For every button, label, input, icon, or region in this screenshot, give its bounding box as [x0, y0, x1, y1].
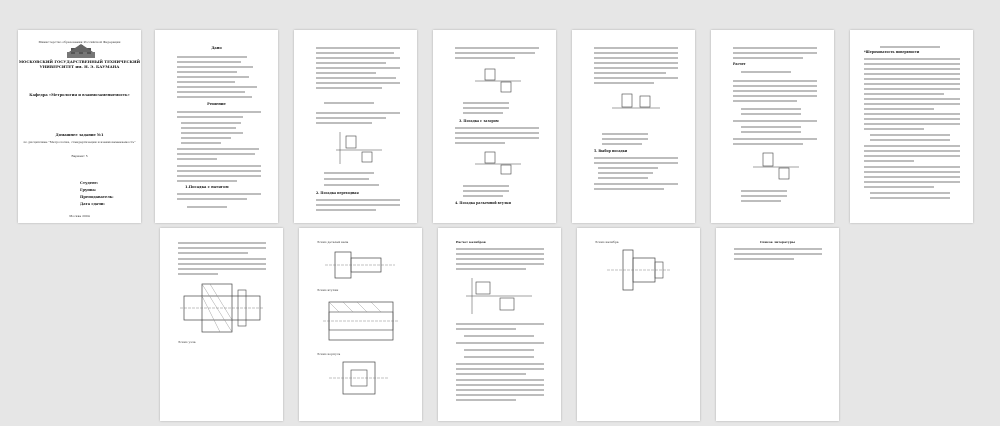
bushing-drawing — [323, 296, 399, 346]
reference-line — [734, 258, 794, 260]
shaft-drawing — [325, 248, 395, 282]
text-line — [864, 181, 960, 183]
page-2 — [155, 30, 278, 223]
text-line — [594, 188, 664, 190]
formula-line — [602, 133, 648, 135]
text-line — [177, 153, 255, 155]
text-line — [316, 112, 400, 114]
text-line — [598, 177, 648, 179]
text-line — [316, 204, 400, 206]
text-line — [456, 342, 544, 344]
section-fit-interference: 1.Посадка с натягом — [185, 185, 229, 189]
university-line-1: МОСКОВСКИЙ ГОСУДАРСТВЕННЫЙ ТЕХНИЧЕСКИЙ — [18, 59, 141, 64]
department-line: Кафедра «Метрология и взаимозаменяемость» — [29, 93, 130, 97]
ministry-line: Министерство образования Российской Федерации — [38, 40, 121, 44]
page-6 — [711, 30, 834, 223]
text-line — [864, 88, 960, 90]
text-line — [316, 117, 386, 119]
text-line — [864, 78, 960, 80]
text-line — [177, 111, 261, 113]
text-line — [870, 134, 950, 136]
text-line — [455, 47, 539, 49]
text-line — [598, 167, 658, 169]
text-line — [456, 363, 544, 365]
section-split-bushing: 4. Посадка разъемной втулки — [455, 201, 511, 205]
text-line — [181, 127, 236, 129]
text-line — [456, 399, 516, 401]
text-line — [316, 87, 382, 89]
bushing-caption: Эскиз втулки — [317, 288, 339, 292]
formula-line — [324, 172, 374, 174]
text-line — [864, 93, 944, 95]
page-9 — [299, 228, 422, 421]
text-line — [455, 57, 515, 59]
page-3 — [294, 30, 417, 223]
text-line — [177, 96, 252, 98]
text-line — [456, 384, 544, 386]
text-line — [455, 137, 539, 139]
formula-line — [463, 185, 509, 187]
text-line — [177, 193, 261, 195]
text-line — [316, 52, 394, 54]
roughness-heading: *Шероховатость поверхности — [864, 50, 920, 54]
text-line — [181, 122, 241, 124]
text-line — [177, 86, 257, 88]
text-line — [456, 328, 516, 330]
text-line — [316, 82, 400, 84]
formula-line — [741, 131, 801, 133]
gauge-caption: Эскиз калибра — [595, 240, 619, 244]
text-line — [864, 171, 960, 173]
text-line — [864, 68, 960, 70]
page-8 — [160, 228, 283, 421]
text-line — [864, 128, 924, 130]
text-line — [733, 80, 817, 82]
university-line-2: УНИВЕРСИТЕТ им. Н. Э. БАУМАНА — [39, 64, 120, 69]
text-line — [456, 373, 526, 375]
section-fit-choice: 5. Выбор посадки — [594, 149, 628, 153]
date-label: Дата сдачи: — [80, 202, 105, 206]
text-line — [455, 142, 505, 144]
formula-line — [741, 71, 791, 73]
calc-heading: Расчет — [733, 62, 746, 66]
reference-line — [734, 248, 822, 250]
given-heading: Дано — [211, 46, 222, 50]
text-line — [733, 90, 817, 92]
text-line — [733, 52, 817, 54]
formula-line — [741, 113, 801, 115]
formula-line — [464, 335, 534, 337]
page-1-title — [18, 30, 141, 223]
text-line — [178, 263, 266, 265]
formula-line — [324, 184, 379, 186]
formula-line — [324, 102, 374, 104]
text-line — [456, 248, 544, 250]
text-line — [456, 389, 544, 391]
work-title: Домашнее задание №1 — [55, 133, 104, 137]
text-line — [177, 116, 243, 118]
text-line — [594, 157, 678, 159]
text-line — [864, 73, 960, 75]
text-line — [864, 176, 960, 178]
formula-line — [463, 102, 509, 104]
city-year: Москва 2004 — [69, 214, 90, 218]
formula-line — [187, 206, 227, 208]
formula-line — [463, 190, 509, 192]
text-line — [870, 197, 950, 199]
text-line — [316, 209, 376, 211]
text-line — [177, 81, 235, 83]
text-line — [864, 118, 960, 120]
formula-line — [741, 200, 781, 202]
text-line — [177, 180, 237, 182]
teacher-label: Преподаватель: — [80, 195, 114, 199]
text-line — [177, 165, 261, 167]
text-line — [316, 57, 400, 59]
text-line — [598, 172, 653, 174]
text-line — [456, 368, 544, 370]
text-line — [456, 268, 526, 270]
references-heading: Список литературы — [760, 240, 795, 244]
student-label: Студент: — [80, 181, 99, 185]
text-line — [178, 273, 218, 275]
text-line — [177, 91, 245, 93]
text-line — [316, 77, 396, 79]
gauge-calc-heading: Расчет калибров — [456, 240, 486, 244]
section-fit-transition: 2. Посадка переходная — [316, 191, 359, 195]
text-line — [316, 62, 386, 64]
text-line — [594, 77, 678, 79]
text-line — [456, 379, 544, 381]
text-line — [177, 76, 249, 78]
text-line — [594, 72, 666, 74]
text-line — [456, 258, 544, 260]
formula-line — [602, 138, 648, 140]
formula-line — [463, 195, 503, 197]
formula-line — [463, 107, 509, 109]
text-line — [178, 268, 266, 270]
text-line — [870, 139, 950, 141]
text-line — [181, 137, 231, 139]
reference-line — [734, 253, 822, 255]
formula-line — [464, 356, 534, 358]
text-line — [733, 57, 803, 59]
text-line — [177, 61, 241, 63]
text-line — [864, 108, 934, 110]
text-line — [864, 150, 960, 152]
formula-line — [464, 349, 534, 351]
text-line — [177, 148, 259, 150]
text-line — [177, 158, 217, 160]
tolerance-diagram — [473, 147, 523, 181]
text-line — [455, 127, 539, 129]
text-line — [178, 258, 266, 260]
text-line — [177, 170, 261, 172]
text-line — [181, 142, 221, 144]
formula-line — [741, 126, 801, 128]
text-line — [864, 145, 960, 147]
text-line — [733, 85, 817, 87]
text-line — [594, 57, 678, 59]
text-line — [594, 183, 678, 185]
text-line — [594, 47, 678, 49]
formula-line — [880, 46, 940, 48]
text-line — [594, 82, 654, 84]
text-line — [316, 122, 372, 124]
gauge-tolerance-diagram — [464, 274, 534, 318]
formula-line — [324, 178, 369, 180]
page-5 — [572, 30, 695, 223]
text-line — [455, 52, 535, 54]
page-7 — [850, 30, 973, 223]
page-11 — [577, 228, 700, 421]
text-line — [864, 123, 960, 125]
text-line — [177, 56, 247, 58]
text-line — [456, 394, 544, 396]
course-title: по дисциплине "Метрология, стандартизация и взаимозаменяемость" — [23, 140, 136, 144]
assembly-drawing — [180, 280, 264, 336]
text-line — [864, 186, 934, 188]
text-line — [316, 47, 400, 49]
text-line — [733, 138, 817, 140]
text-line — [864, 113, 960, 115]
text-line — [456, 323, 544, 325]
text-line — [316, 67, 400, 69]
variant-line: Вариант 5 — [71, 154, 88, 158]
university-logo — [65, 43, 97, 59]
text-line — [594, 162, 678, 164]
housing-caption: Эскиз корпуса — [317, 352, 341, 356]
tolerance-diagram — [751, 148, 801, 186]
text-line — [864, 83, 960, 85]
formula-line — [741, 190, 787, 192]
tolerance-diagram — [473, 63, 523, 99]
text-line — [594, 52, 678, 54]
formula-line — [741, 195, 787, 197]
text-line — [316, 199, 400, 201]
shaft-caption: Эскиз деталей вала — [317, 240, 349, 244]
text-line — [733, 143, 803, 145]
formula-line — [463, 112, 503, 114]
text-line — [177, 71, 237, 73]
text-line — [456, 253, 544, 255]
assembly-caption: Эскиз узла — [178, 340, 196, 344]
formula-line — [741, 108, 801, 110]
text-line — [594, 67, 678, 69]
text-line — [733, 120, 817, 122]
text-line — [870, 192, 950, 194]
gauge-drawing — [607, 244, 671, 296]
group-label: Группа: — [80, 188, 97, 192]
text-line — [178, 252, 248, 254]
text-line — [594, 62, 678, 64]
text-line — [864, 98, 960, 100]
page-10 — [438, 228, 561, 421]
text-line — [864, 160, 914, 162]
text-line — [177, 175, 261, 177]
page-12 — [716, 228, 839, 421]
tolerance-diagram — [610, 88, 662, 128]
formula-line — [602, 143, 642, 145]
text-line — [177, 66, 253, 68]
text-line — [455, 132, 539, 134]
text-line — [316, 72, 376, 74]
text-line — [178, 247, 266, 249]
text-line — [864, 58, 960, 60]
page-4 — [433, 30, 556, 223]
tolerance-diagram — [334, 128, 384, 168]
solution-heading: Решение — [207, 102, 226, 106]
text-line — [733, 47, 817, 49]
housing-drawing — [329, 358, 389, 398]
text-line — [733, 95, 817, 97]
section-fit-clearance: 3. Посадка с зазором — [459, 119, 499, 123]
text-line — [864, 103, 960, 105]
text-line — [178, 242, 266, 244]
text-line — [456, 263, 544, 265]
text-line — [864, 155, 960, 157]
text-line — [864, 63, 960, 65]
text-line — [177, 198, 247, 200]
text-line — [181, 132, 243, 134]
text-line — [864, 166, 960, 168]
text-line — [733, 100, 797, 102]
